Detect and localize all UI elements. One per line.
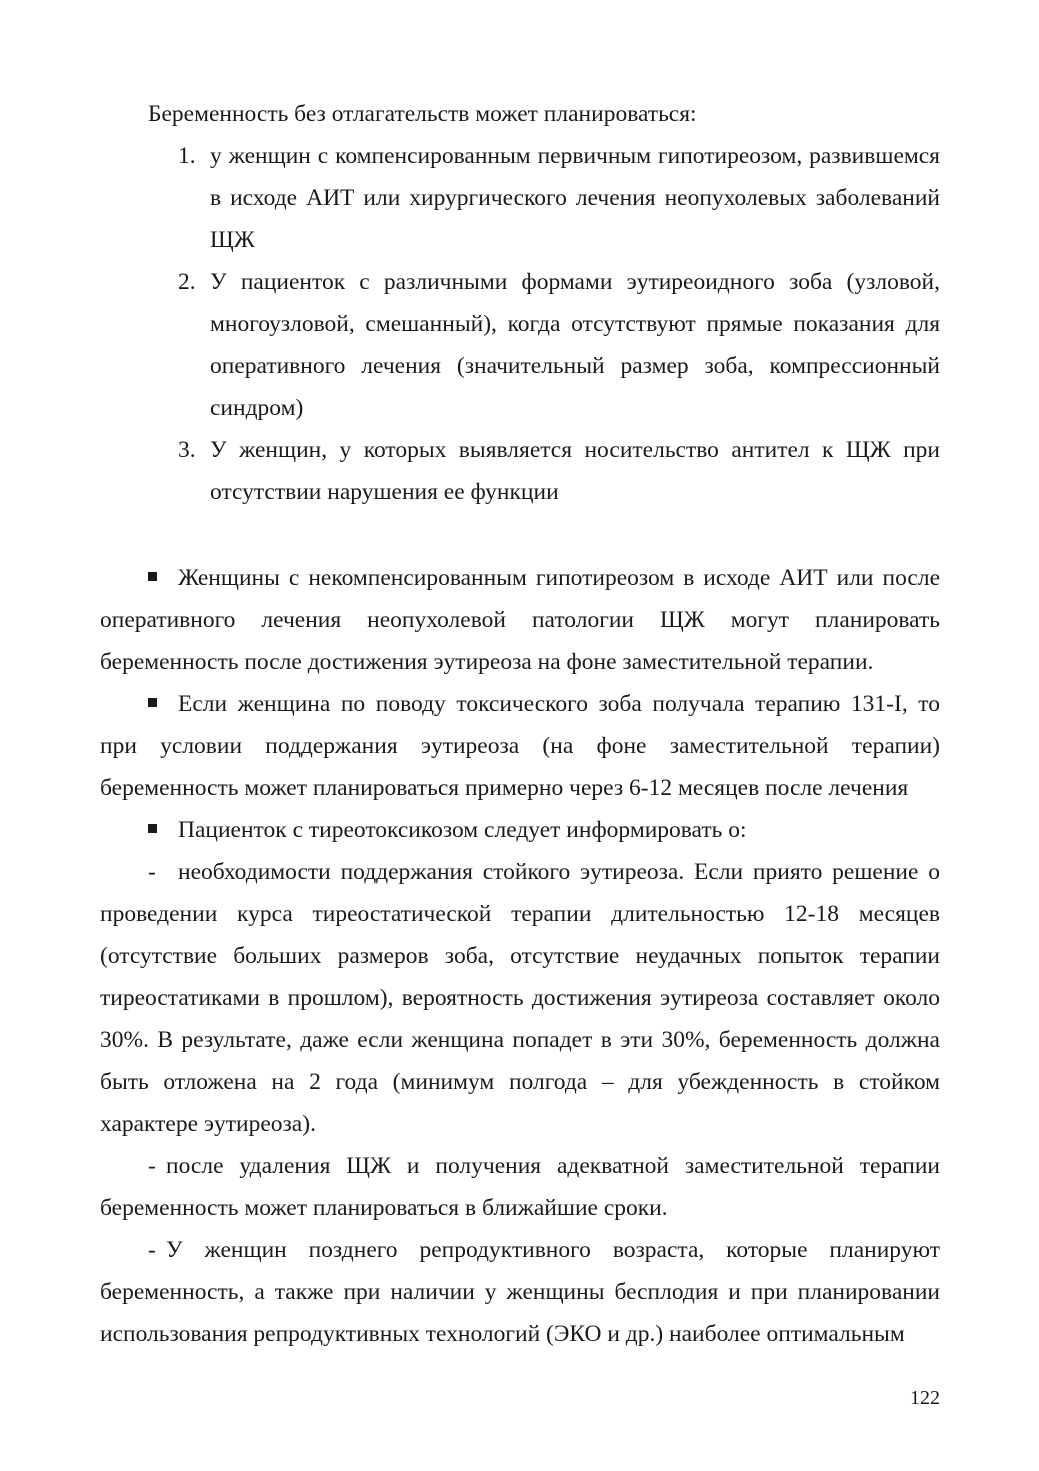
dash-paragraph — [100, 1229, 940, 1355]
bullet-paragraph — [100, 557, 940, 683]
dash-text: после удаления ЩЖ и получения адекватной заместительной терапии беременность может планироваться в ближайшие сроки. — [100, 1153, 940, 1221]
intro-paragraph: Беременность без отлагательств может планироваться: — [148, 101, 697, 127]
square-bullet-icon — [148, 683, 178, 725]
bullet-section — [100, 557, 940, 1355]
numbered-item — [100, 261, 940, 429]
item-text: У пациенток с различными формами эутиреоидного зоба (узловой, многоузловой, смешанный), когда отсутствуют прямые показания для оперативного лечения (значительный размер зоба, компрессионный синдром) — [210, 269, 940, 421]
page-number: 122 — [910, 1387, 940, 1409]
dash-marker: - — [148, 859, 156, 885]
square-bullet-icon — [148, 557, 178, 599]
square-bullet-icon — [148, 809, 178, 851]
dash-paragraph — [100, 851, 940, 1145]
bullet-text: Женщины с некомпенсированным гипотиреозом в исходе АИТ или после оперативного лечения неопухолевой патологии ЩЖ могут планировать беременность после достижения эутиреоза на фоне заместительной терапии. — [100, 565, 940, 675]
dash-marker: - — [148, 1237, 156, 1263]
item-text: у женщин с компенсированным первичным гипотиреозом, развившемся в исходе АИТ или хирургического лечения неопухолевых заболеваний ЩЖ — [210, 143, 940, 253]
bullet-text: Если женщина по поводу токсического зоба получала терапию 131-I, то при условии поддержания эутиреоза (на фоне заместительной терапии) беременность может планироваться примерно через 6-12 месяцев после лечения — [100, 691, 940, 801]
item-number: 1. — [178, 143, 196, 169]
bullet-paragraph — [100, 683, 940, 809]
dash-text: У женщин позднего репродуктивного возраста, которые планируют беременность, а также при наличии у женщины бесплодия и при планировании использования репродуктивных технологий (ЭКО и др.) наиболее оптимальным — [100, 1237, 940, 1347]
dash-marker: - — [148, 1153, 156, 1179]
numbered-item — [100, 429, 940, 513]
item-number: 2. — [178, 269, 196, 295]
numbered-list — [100, 135, 940, 513]
item-text: У женщин, у которых выявляется носительство антител к ЩЖ при отсутствии нарушения ее функции — [210, 437, 940, 505]
bullet-text: Пациенток с тиреотоксикозом следует информировать о: — [178, 817, 747, 843]
dash-text: необходимости поддержания стойкого эутиреоза. Если приято решение о проведении курса тиреостатической терапии длительностью 12-18 месяцев (отсутствие больших размеров зоба, отсутствие неудачных попыток терапии тиреостатиками в прошлом), вероятность достижения эутиреоза составляет около 30%. В результате, даже если женщина попадет в эти 30%, беременность должна быть отложена на 2 года (минимум полгода – для убежденность в стойком характере эутиреоза). — [100, 859, 940, 1137]
item-number: 3. — [178, 437, 196, 463]
bullet-paragraph — [100, 809, 940, 851]
dash-paragraph — [100, 1145, 940, 1229]
numbered-item — [100, 135, 940, 261]
